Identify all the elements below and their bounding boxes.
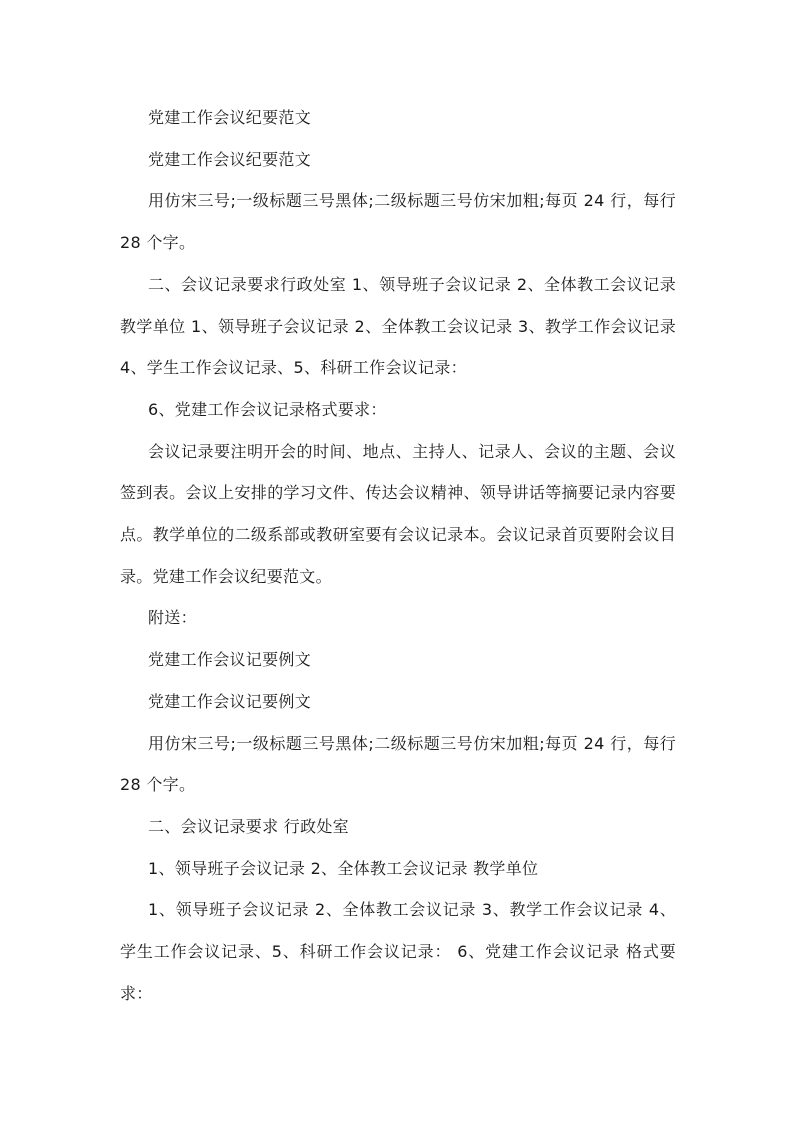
- paragraph-format-spec-2: 用仿宋三号;一级标题三号黑体;二级标题三号仿宋加粗;每页 24 行，每行 28 个字。: [120, 733, 676, 795]
- paragraph-format-spec: 用仿宋三号;一级标题三号黑体;二级标题三号仿宋加粗;每页 24 行，每行 28 个字。: [120, 191, 676, 253]
- paragraph-appendix-label: 附送：: [148, 608, 197, 628]
- paragraph-requirements-list-1: 1、领导班子会议记录 2、全体教工会议记录 教学单位: [148, 858, 539, 878]
- paragraph-example-title-1: 党建工作会议记要例文: [148, 650, 312, 670]
- document-body: [120, 97, 676, 1014]
- paragraph-requirements-admin: 二、会议记录要求 行政处室: [148, 816, 349, 836]
- paragraph-format-requirement: 6、党建工作会议记录格式要求：: [148, 399, 387, 419]
- paragraph-record-details: 会议记录要注明开会的时间、地点、主持人、记录人、会议的主题、会议签到表。会议上安排的学习文件、传达会议精神、领导讲话等摘要记录内容要点。教学单位的二级系部或教研室要有会议记录本。会议记录首页要附会议目录。党建工作会议纪要范文。: [120, 441, 676, 586]
- paragraph-title-2: 党建工作会议纪要范文: [148, 149, 312, 169]
- paragraph-title-1: 党建工作会议纪要范文: [148, 108, 312, 127]
- paragraph-example-title-2: 党建工作会议记要例文: [148, 691, 312, 711]
- paragraph-record-requirements: 二、会议记录要求行政处室 1、领导班子会议记录 2、全体教工会议记录教学单位 1、领导班子会议记录 2、全体教工会议记录 3、教学工作会议记录 4、学生工作会议记录、5、科研工作会议记录：: [120, 274, 676, 378]
- paragraph-requirements-list-2: 1、领导班子会议记录 2、全体教工会议记录 3、教学工作会议记录 4、学生工作会议记录、5、科研工作会议记录： 6、党建工作会议记录 格式要求：: [120, 900, 676, 1003]
